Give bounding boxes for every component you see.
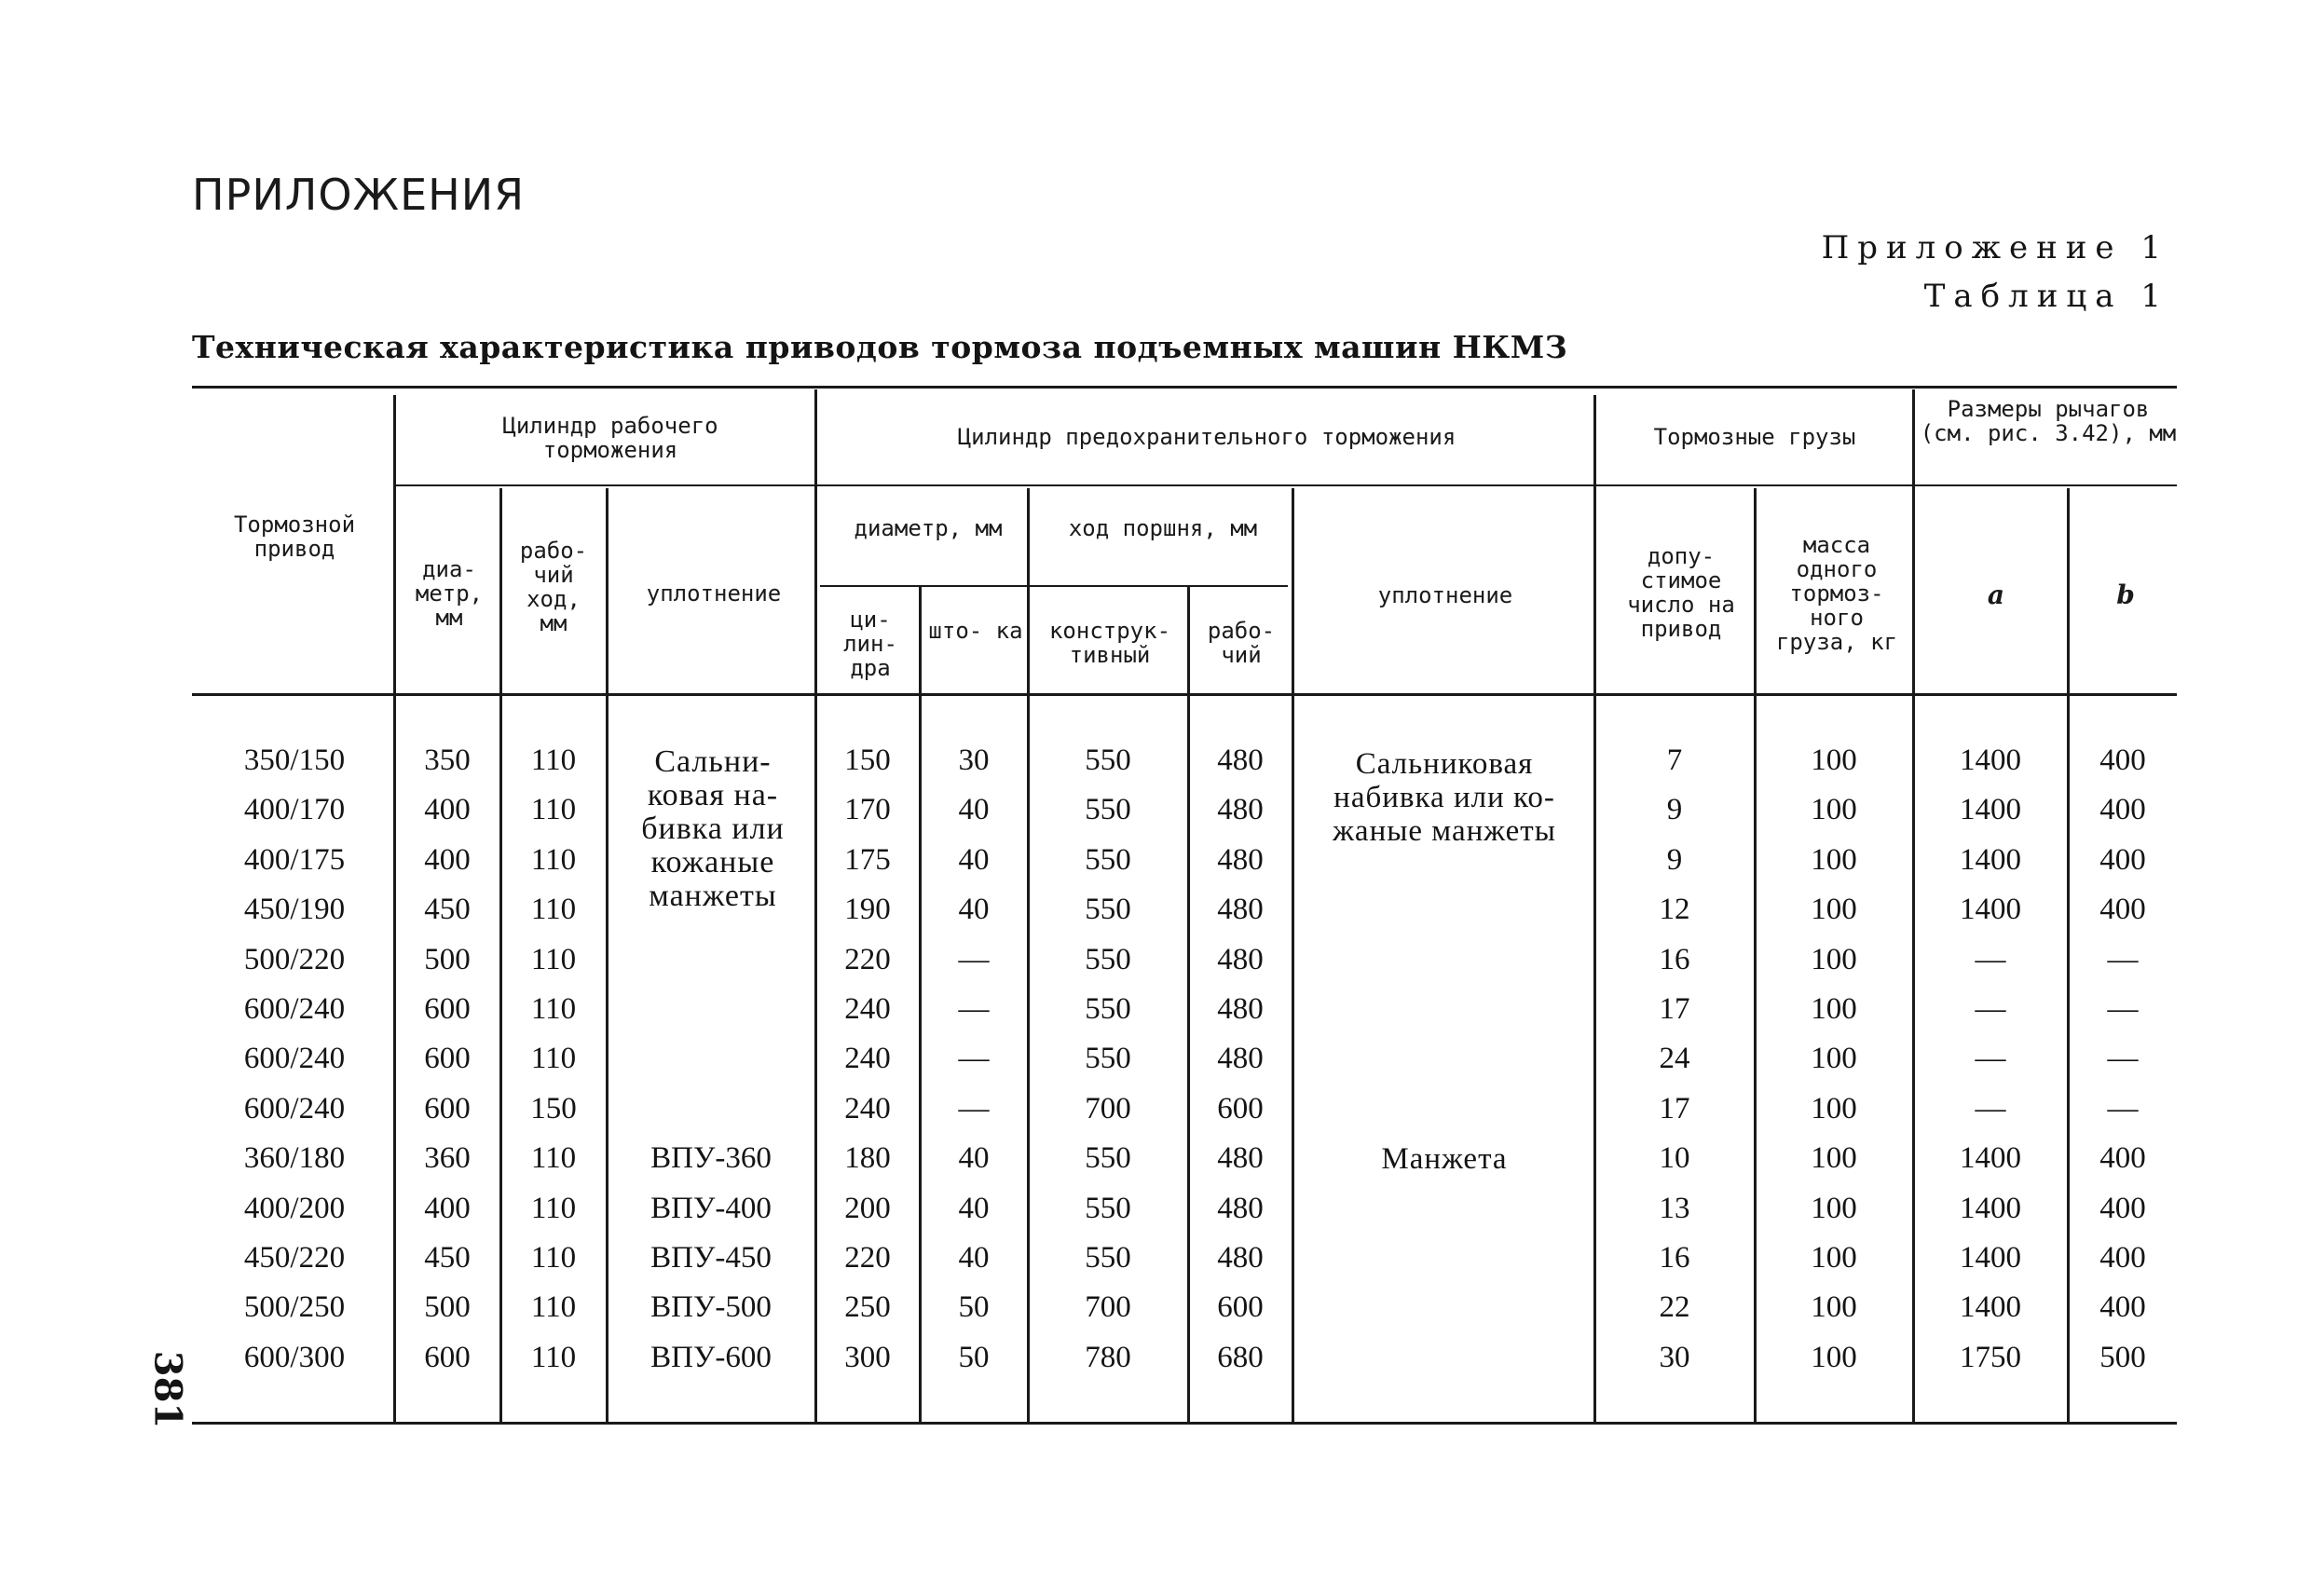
header-brake-weights: Тормозные грузы [1653, 424, 1856, 450]
cell-stroke-work: 680 [1217, 1340, 1264, 1374]
cell-stroke-work: 600 [1217, 1290, 1264, 1325]
cell-drive: 400/175 [243, 842, 346, 877]
cell-stroke-design: 700 [1085, 1091, 1131, 1125]
cell-weights-count: 12 [1659, 893, 1690, 927]
cell-lever-b: 400 [2099, 842, 2146, 877]
cell-work-stroke: 110 [530, 942, 577, 976]
cell-weight-mass: 100 [1811, 1290, 1857, 1325]
table-bottom-rule [192, 1422, 2177, 1425]
cell-lever-a: 1400 [1960, 842, 2021, 877]
cell-stroke-design: 550 [1085, 842, 1131, 877]
cell-stroke-design: 550 [1085, 743, 1131, 777]
appendix-label: Приложение 1 [1821, 229, 2169, 266]
header-work-cylinder: Цилиндр рабочего торможения [502, 413, 718, 463]
cell-drive: 400/170 [243, 793, 346, 827]
cell-safety-diameter-rod: 50 [958, 1290, 990, 1325]
cell-work-stroke: 150 [530, 1091, 577, 1125]
cell-work-seal: ВПУ-500 [650, 1290, 772, 1325]
cell-safety-diameter-cylinder: 150 [844, 743, 891, 777]
cell-lever-b: 400 [2099, 893, 2146, 927]
cell-weight-mass: 100 [1811, 1091, 1857, 1125]
cell-work-stroke: 110 [530, 992, 577, 1026]
cell-safety-diameter-rod: 50 [958, 1340, 990, 1374]
section-heading: ПРИЛОЖЕНИЯ [192, 170, 526, 220]
header-group-rule [395, 484, 2177, 486]
cell-lever-a: 1400 [1960, 1290, 2021, 1325]
cell-work-stroke: 110 [530, 1191, 577, 1225]
cell-lever-b: — [2107, 1091, 2139, 1125]
cell-safety-diameter-rod: 40 [958, 1241, 990, 1275]
cell-stroke-work: 480 [1217, 1191, 1264, 1225]
cell-drive: 600/240 [243, 1091, 346, 1125]
table-caption: Техническая характеристика приводов тормоза подъемных машин НКМЗ [192, 329, 1568, 365]
cell-stroke-work: 480 [1217, 1042, 1264, 1076]
header-safety-stroke-work: рабо- чий [1207, 618, 1276, 668]
cell-safety-diameter-rod: 40 [958, 1191, 990, 1225]
cell-weights-count: 17 [1659, 992, 1690, 1026]
header-weights-count: допу- стимое число на привод [1627, 543, 1735, 642]
header-safety-cylinder: Цилиндр предохранительного торможения [957, 424, 1456, 450]
header-safety-stroke-design: конструк- тивный [1048, 618, 1171, 668]
cell-stroke-design: 550 [1085, 793, 1131, 827]
col-divider [1292, 488, 1294, 1422]
cell-drive: 360/180 [243, 1141, 346, 1176]
cell-drive: 400/200 [243, 1191, 346, 1225]
cell-safety-diameter-cylinder: 240 [844, 1042, 891, 1076]
cell-lever-a: 1400 [1960, 793, 2021, 827]
cell-stroke-work: 600 [1217, 1091, 1264, 1125]
cell-work-diameter: 500 [424, 942, 471, 976]
cell-stroke-design: 550 [1085, 1241, 1131, 1275]
page-number: 381 [145, 1350, 190, 1429]
header-safety-seal: уплотнение [1377, 582, 1513, 608]
cell-stroke-work: 480 [1217, 1141, 1264, 1176]
cell-drive: 600/240 [243, 992, 346, 1026]
table-top-rule [192, 386, 2177, 389]
header-lever-b: b [2116, 580, 2135, 610]
cell-stroke-design: 550 [1085, 1042, 1131, 1076]
safety-seal-group1: Сальниковая набивка или ко- жаные манжеты [1333, 747, 1556, 848]
cell-stroke-work: 480 [1217, 1241, 1264, 1275]
cell-safety-diameter-cylinder: 170 [844, 793, 891, 827]
cell-lever-b: 400 [2099, 1141, 2146, 1176]
cell-stroke-work: 480 [1217, 743, 1264, 777]
cell-weight-mass: 100 [1811, 1042, 1857, 1076]
cell-drive: 450/220 [243, 1241, 346, 1275]
cell-drive: 600/240 [243, 1042, 346, 1076]
cell-safety-diameter-cylinder: 250 [844, 1290, 891, 1325]
cell-weight-mass: 100 [1811, 793, 1857, 827]
header-work-seal: уплотнение [646, 580, 782, 607]
cell-lever-a: — [1975, 1042, 2006, 1076]
cell-work-diameter: 450 [424, 1241, 471, 1275]
cell-lever-b: 400 [2099, 1241, 2146, 1275]
header-lever-a: a [1987, 580, 2005, 610]
cell-safety-diameter-cylinder: 240 [844, 992, 891, 1026]
cell-work-stroke: 110 [530, 893, 577, 927]
cell-work-diameter: 450 [424, 893, 471, 927]
cell-weight-mass: 100 [1811, 1191, 1857, 1225]
cell-work-stroke: 110 [530, 793, 577, 827]
cell-work-stroke: 110 [530, 1141, 577, 1176]
cell-safety-diameter-cylinder: 200 [844, 1191, 891, 1225]
cell-lever-a: 1400 [1960, 893, 2021, 927]
header-bottom-rule [192, 693, 2177, 696]
cell-weights-count: 13 [1659, 1191, 1690, 1225]
header-work-diameter: диа- метр, мм [415, 556, 484, 631]
cell-stroke-design: 550 [1085, 942, 1131, 976]
header-weights-mass: масса одного тормоз- ного груза, кг [1775, 532, 1898, 655]
cell-weights-count: 22 [1659, 1290, 1690, 1325]
cell-work-seal: ВПУ-360 [650, 1141, 772, 1176]
cell-drive: 500/250 [243, 1290, 346, 1325]
cell-lever-a: 1400 [1960, 1191, 2021, 1225]
cell-safety-diameter-cylinder: 175 [844, 842, 891, 877]
cell-stroke-design: 550 [1085, 1141, 1131, 1176]
header-sub-rule [820, 585, 1288, 587]
cell-weight-mass: 100 [1811, 942, 1857, 976]
safety-seal-group2: Манжета [1381, 1142, 1508, 1176]
cell-weight-mass: 100 [1811, 1241, 1857, 1275]
cell-lever-a: 1400 [1960, 1141, 2021, 1176]
cell-work-seal: ВПУ-400 [650, 1191, 772, 1225]
cell-stroke-design: 550 [1085, 893, 1131, 927]
cell-weights-count: 9 [1666, 842, 1683, 877]
work-seal-group1: Сальни- ковая на- бивка или кожаные манжеты [641, 744, 785, 913]
cell-lever-a: — [1975, 1091, 2006, 1125]
cell-drive: 600/300 [243, 1340, 346, 1374]
cell-lever-b: — [2107, 1042, 2139, 1076]
cell-weight-mass: 100 [1811, 842, 1857, 877]
cell-work-diameter: 400 [424, 842, 471, 877]
cell-drive: 450/190 [243, 893, 346, 927]
cell-stroke-work: 480 [1217, 992, 1264, 1026]
header-work-stroke: рабо- чий ход, мм [519, 538, 588, 636]
cell-work-stroke: 110 [530, 1241, 577, 1275]
cell-lever-b: 400 [2099, 1191, 2146, 1225]
cell-weight-mass: 100 [1811, 992, 1857, 1026]
cell-weight-mass: 100 [1811, 893, 1857, 927]
cell-weights-count: 17 [1659, 1091, 1690, 1125]
cell-drive: 500/220 [243, 942, 346, 976]
cell-lever-a: 1400 [1960, 743, 2021, 777]
cell-work-diameter: 400 [424, 793, 471, 827]
header-safety-diam-cylinder: ци- лин- дра [843, 607, 897, 681]
cell-lever-b: — [2107, 992, 2139, 1026]
cell-stroke-design: 550 [1085, 992, 1131, 1026]
cell-work-diameter: 600 [424, 1042, 471, 1076]
cell-work-stroke: 110 [530, 743, 577, 777]
header-lever-sizes: Размеры рычагов (см. рис. 3.42), мм [1920, 396, 2177, 446]
cell-lever-a: — [1975, 942, 2006, 976]
header-drive: Тормозной привод [233, 512, 356, 562]
cell-drive: 350/150 [243, 743, 346, 777]
cell-work-diameter: 600 [424, 992, 471, 1026]
cell-safety-diameter-cylinder: 240 [844, 1091, 891, 1125]
cell-work-diameter: 360 [424, 1141, 471, 1176]
cell-lever-b: 400 [2099, 1290, 2146, 1325]
cell-work-diameter: 350 [424, 743, 471, 777]
cell-weights-count: 10 [1659, 1141, 1690, 1176]
cell-safety-diameter-rod: — [958, 992, 990, 1026]
cell-weights-count: 30 [1659, 1340, 1690, 1374]
cell-stroke-design: 550 [1085, 1191, 1131, 1225]
cell-lever-b: 400 [2099, 743, 2146, 777]
cell-weight-mass: 100 [1811, 1141, 1857, 1176]
cell-safety-diameter-rod: 40 [958, 842, 990, 877]
cell-safety-diameter-rod: 40 [958, 1141, 990, 1176]
header-safety-diam-rod: што- ка [928, 618, 1023, 644]
header-safety-stroke: ход поршня, мм [1068, 515, 1258, 541]
cell-safety-diameter-rod: 40 [958, 893, 990, 927]
cell-lever-b: 500 [2099, 1340, 2146, 1374]
cell-lever-b: — [2107, 942, 2139, 976]
cell-lever-a: 1400 [1960, 1241, 2021, 1275]
cell-safety-diameter-rod: — [958, 1042, 990, 1076]
cell-lever-a: 1750 [1960, 1340, 2021, 1374]
cell-work-stroke: 110 [530, 1290, 577, 1325]
cell-weight-mass: 100 [1811, 1340, 1857, 1374]
cell-safety-diameter-cylinder: 180 [844, 1141, 891, 1176]
cell-work-diameter: 600 [424, 1091, 471, 1125]
cell-lever-b: 400 [2099, 793, 2146, 827]
cell-safety-diameter-rod: — [958, 1091, 990, 1125]
cell-work-stroke: 110 [530, 1042, 577, 1076]
cell-safety-diameter-cylinder: 300 [844, 1340, 891, 1374]
header-safety-diameter: диаметр, мм [854, 515, 1003, 541]
col-divider [606, 488, 609, 1422]
cell-work-diameter: 400 [424, 1191, 471, 1225]
cell-weights-count: 16 [1659, 1241, 1690, 1275]
cell-work-seal: ВПУ-600 [650, 1340, 772, 1374]
cell-lever-a: — [1975, 992, 2006, 1026]
cell-stroke-work: 480 [1217, 842, 1264, 877]
cell-weights-count: 16 [1659, 942, 1690, 976]
cell-safety-diameter-cylinder: 220 [844, 1241, 891, 1275]
cell-weights-count: 7 [1666, 743, 1683, 777]
cell-weight-mass: 100 [1811, 743, 1857, 777]
table-number: Таблица 1 [1923, 278, 2169, 315]
cell-safety-diameter-cylinder: 190 [844, 893, 891, 927]
cell-stroke-design: 780 [1085, 1340, 1131, 1374]
cell-work-diameter: 500 [424, 1290, 471, 1325]
cell-safety-diameter-rod: 40 [958, 793, 990, 827]
cell-work-stroke: 110 [530, 1340, 577, 1374]
cell-stroke-work: 480 [1217, 942, 1264, 976]
cell-stroke-work: 480 [1217, 793, 1264, 827]
cell-stroke-design: 700 [1085, 1290, 1131, 1325]
cell-weights-count: 24 [1659, 1042, 1690, 1076]
cell-safety-diameter-cylinder: 220 [844, 942, 891, 976]
cell-safety-diameter-rod: 30 [958, 743, 990, 777]
cell-work-stroke: 110 [530, 842, 577, 877]
cell-work-diameter: 600 [424, 1340, 471, 1374]
cell-safety-diameter-rod: — [958, 942, 990, 976]
cell-work-seal: ВПУ-450 [650, 1241, 772, 1275]
cell-weights-count: 9 [1666, 793, 1683, 827]
cell-stroke-work: 480 [1217, 893, 1264, 927]
